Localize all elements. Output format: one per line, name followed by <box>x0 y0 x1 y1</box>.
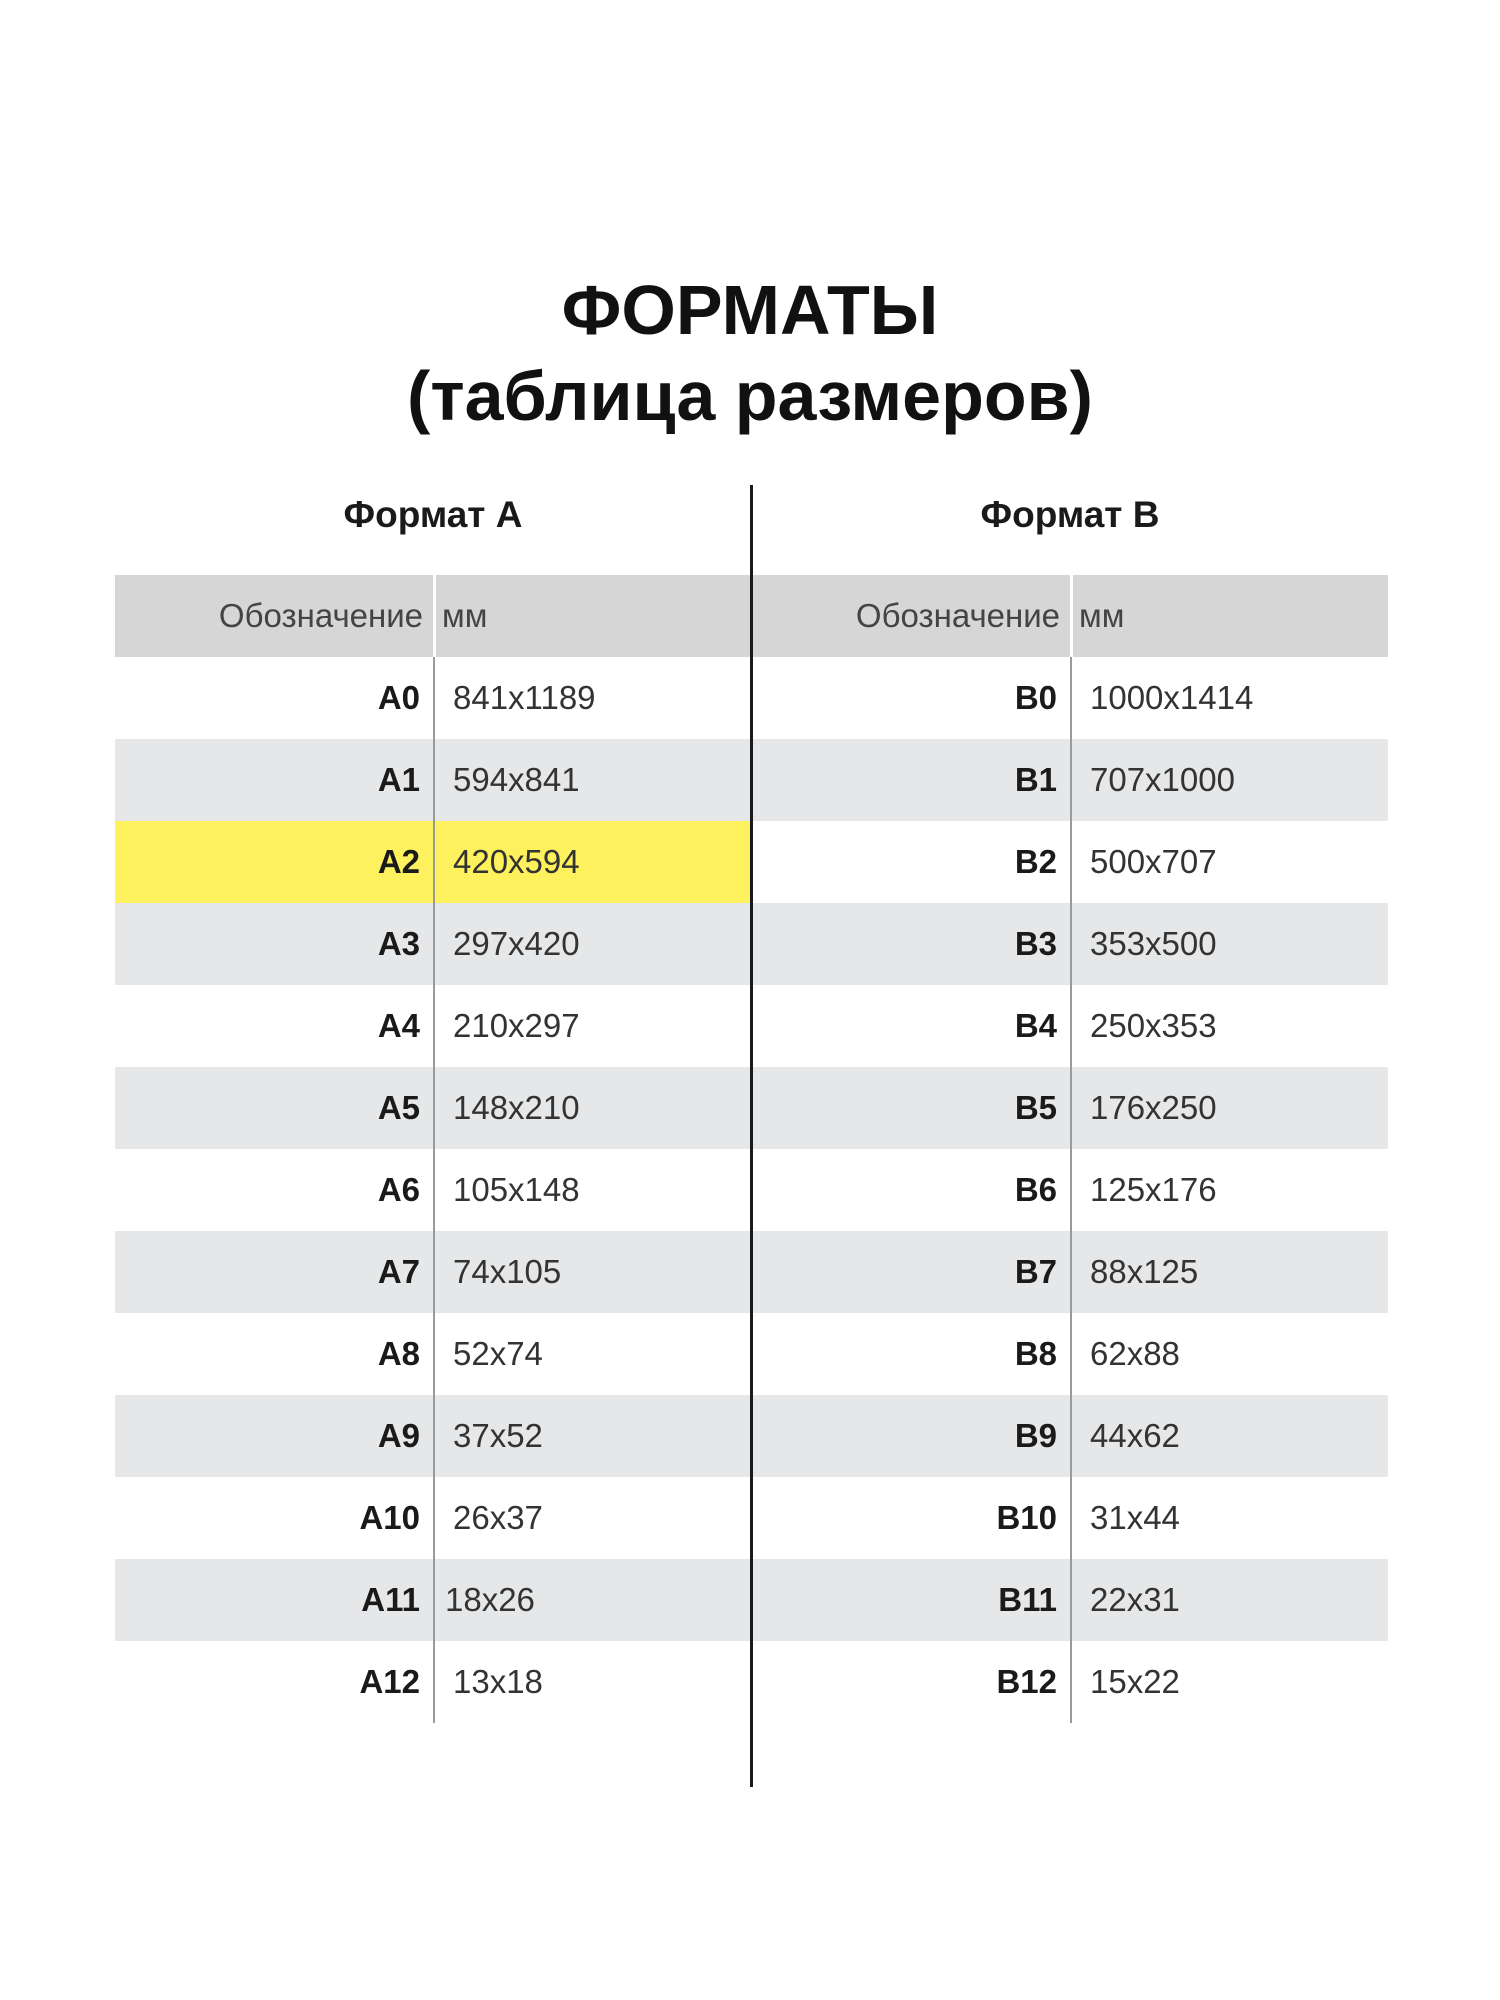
format-size-a: 297x420 <box>453 925 580 962</box>
format-size-b: 707x1000 <box>1090 761 1235 798</box>
format-code-b: B2 <box>1014 843 1057 880</box>
format-code-a: A2 <box>377 843 420 880</box>
header-code-label-a: Обозначение <box>218 597 423 634</box>
format-size-a: 52x74 <box>453 1335 543 1372</box>
format-size-b: 1000x1414 <box>1090 679 1254 716</box>
format-code-b: B10 <box>996 1499 1057 1536</box>
format-code-a: A1 <box>377 761 420 798</box>
section-header-b: Формат B <box>980 494 1160 535</box>
format-size-a: 74x105 <box>453 1253 562 1290</box>
format-code-a: A11 <box>361 1581 420 1618</box>
format-code-b: B0 <box>1014 679 1057 716</box>
format-size-a: 594x841 <box>453 761 580 798</box>
format-code-b: B9 <box>1014 1417 1057 1454</box>
format-size-a: 13x18 <box>453 1663 543 1700</box>
formats-table <box>115 494 1388 1723</box>
format-size-b: 125x176 <box>1090 1171 1217 1208</box>
format-code-b: B1 <box>1014 761 1057 798</box>
header-size-label-a: мм <box>442 597 488 634</box>
page-title: ФОРМАТЫ <box>561 271 939 349</box>
format-size-a: 26x37 <box>453 1499 543 1536</box>
format-code-b: B8 <box>1014 1335 1057 1372</box>
format-code-b: B12 <box>996 1663 1057 1700</box>
format-code-b: B5 <box>1014 1089 1057 1126</box>
format-code-b: B11 <box>998 1581 1057 1618</box>
format-size-b: 88x125 <box>1090 1253 1199 1290</box>
format-code-a: A12 <box>359 1663 420 1700</box>
section-header-a: Формат A <box>343 494 523 535</box>
format-code-b: B6 <box>1014 1171 1057 1208</box>
format-code-a: A6 <box>377 1171 420 1208</box>
center-divider <box>750 485 753 1787</box>
format-size-b: 15x22 <box>1090 1663 1180 1700</box>
format-code-b: B4 <box>1014 1007 1057 1044</box>
format-size-b: 500x707 <box>1090 843 1217 880</box>
format-size-a: 105x148 <box>453 1171 580 1208</box>
page-subtitle: (таблица размеров) <box>407 357 1093 435</box>
format-size-a: 18x26 <box>445 1581 535 1618</box>
format-code-b: B3 <box>1014 925 1057 962</box>
format-code-a: A8 <box>377 1335 420 1372</box>
format-size-b: 176x250 <box>1090 1089 1217 1126</box>
format-code-a: A0 <box>377 679 420 716</box>
column-divider-a <box>433 657 435 1723</box>
header-gap-a <box>433 575 436 657</box>
format-size-a: 841x1189 <box>453 679 596 716</box>
format-code-a: A3 <box>377 925 420 962</box>
format-size-b: 44x62 <box>1090 1417 1180 1454</box>
format-size-b: 250x353 <box>1090 1007 1217 1044</box>
format-code-a: A10 <box>359 1499 420 1536</box>
format-code-a: A7 <box>377 1253 420 1290</box>
format-size-a: 37x52 <box>453 1417 543 1454</box>
format-size-a: 210x297 <box>453 1007 580 1044</box>
format-code-a: A9 <box>377 1417 420 1454</box>
format-code-b: B7 <box>1014 1253 1057 1290</box>
format-size-a: 420x594 <box>453 843 580 880</box>
header-code-label-b: Обозначение <box>855 597 1060 634</box>
column-divider-b <box>1070 657 1072 1723</box>
header-size-label-b: мм <box>1079 597 1125 634</box>
format-size-b: 31x44 <box>1090 1499 1180 1536</box>
format-size-a: 148x210 <box>453 1089 580 1126</box>
header-gap-b <box>1070 575 1073 657</box>
format-size-b: 22x31 <box>1090 1581 1180 1618</box>
format-size-b: 62x88 <box>1090 1335 1180 1372</box>
format-code-a: A4 <box>377 1007 420 1044</box>
format-code-a: A5 <box>377 1089 420 1126</box>
format-size-b: 353x500 <box>1090 925 1217 962</box>
